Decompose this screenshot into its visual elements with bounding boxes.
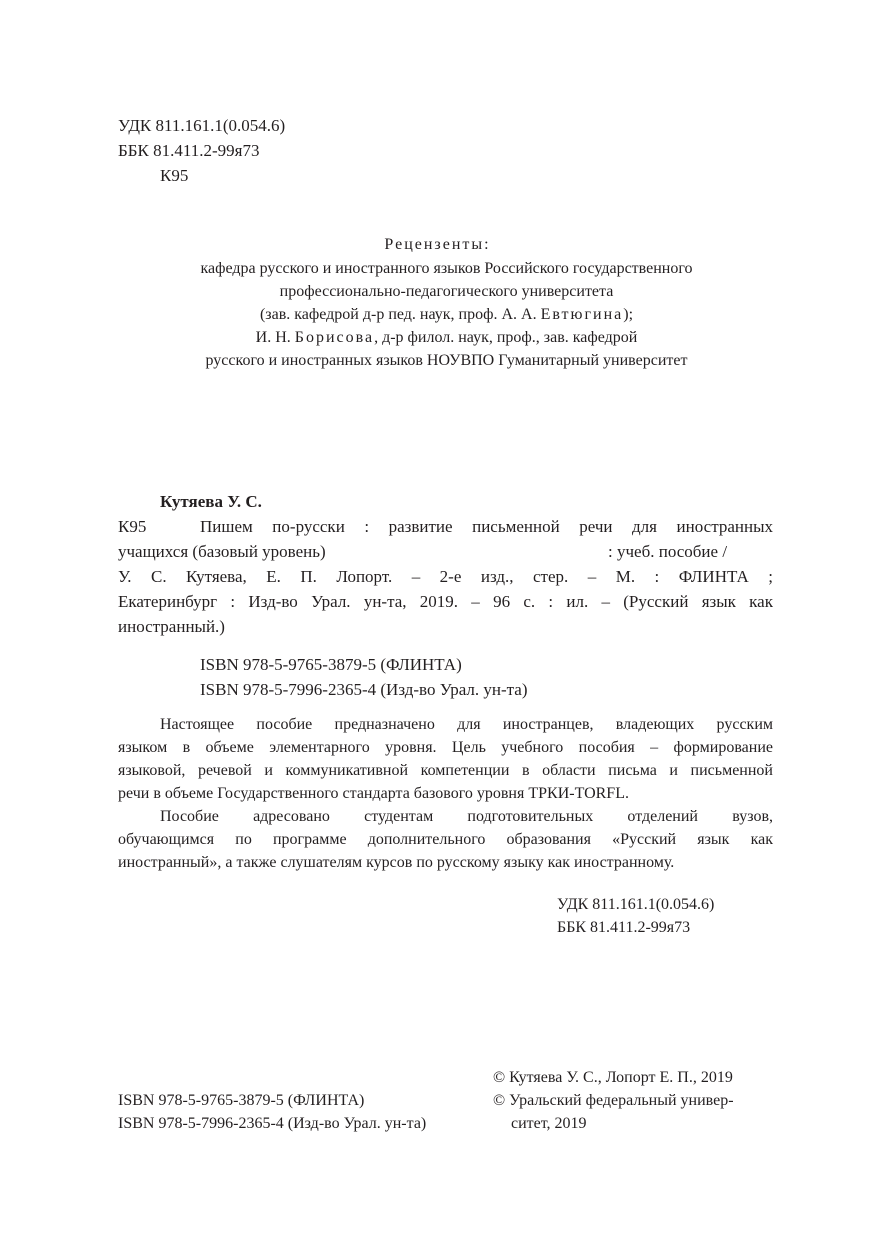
reviewers-title: Рецензенты:	[384, 236, 491, 253]
record-line-5: иностранный.)	[118, 617, 225, 636]
reviewers-line-4-pre: И. Н.	[255, 329, 295, 346]
reviewer-name-1: Евтюгина	[540, 306, 624, 323]
header-udk: УДК 811.161.1(0.054.6)	[118, 116, 286, 135]
header-bbk: ББК 81.411.2-99я73	[118, 141, 260, 160]
footer-isbn-1: ISBN 978-5-9765-3879-5 (ФЛИНТА)	[118, 1092, 365, 1109]
abstract-p1-line-1: Настоящее пособие предназначено для иностранцев, владеющих русским	[160, 716, 773, 733]
record-mark: К95	[118, 517, 147, 536]
footer-isbn-2: ISBN 978-5-7996-2365-4 (Изд-во Урал. ун-та)	[118, 1115, 427, 1132]
abstract-p2-line-3: иностранный», а также слушателям курсов по русскому языку как иностранному.	[118, 854, 675, 871]
reviewers-line-2: профессионально-педагогического университета	[279, 283, 614, 300]
classification-udk: УДК 811.161.1(0.054.6)	[557, 896, 715, 913]
header-author-mark: К95	[160, 166, 189, 185]
reviewers-line-4-post: , д-р филол. наук, проф., зав. кафедрой	[374, 329, 638, 346]
copyright-authors: © Кутяева У. С., Лопорт Е. П., 2019	[493, 1069, 733, 1086]
abstract-p2-line-2: обучающимся по программе дополнительного образования «Русский язык как	[118, 831, 773, 848]
reviewers-line-3-post: );	[623, 306, 634, 323]
record-isbn-1: ISBN 978-5-9765-3879-5 (ФЛИНТА)	[200, 655, 462, 674]
copyright-university-line-2: ситет, 2019	[511, 1115, 587, 1132]
reviewers-line-5: русского и иностранных языков НОУВПО Гуманитарный университет	[205, 352, 688, 369]
reviewers-line-3-pre: (зав. кафедрой д-р пед. наук, проф. А. А.	[259, 306, 541, 323]
reviewer-name-2: Борисова	[294, 329, 375, 346]
reviewers-line-1: кафедра русского и иностранного языков Российского государственного	[200, 260, 693, 277]
record-line-2b: : учеб. пособие /	[608, 542, 728, 561]
record-line-3: У. С. Кутяева, Е. П. Лопорт. – 2-е изд., стер. – М. : ФЛИНТА ;	[118, 567, 773, 586]
reviewers-line-3	[0, 303, 875, 326]
abstract-p2-line-1: Пособие адресовано студентам подготовительных отделений вузов,	[160, 808, 773, 825]
record-line-1: Пишем по-русски : развитие письменной речи для иностранных	[200, 517, 773, 536]
record-isbn-2: ISBN 978-5-7996-2365-4 (Изд-во Урал. ун-та)	[200, 680, 528, 699]
abstract-p1-line-4: речи в объеме Государственного стандарта базового уровня ТРКИ-TORFL.	[118, 785, 629, 802]
record-line-2a: учащихся (базовый уровень)	[118, 542, 326, 561]
classification-bbk: ББК 81.411.2-99я73	[557, 919, 691, 936]
abstract-p1-line-2: языком в объеме элементарного уровня. Цель учебного пособия – формирование	[118, 739, 773, 756]
abstract-p1-line-3: языковой, речевой и коммуникативной компетенции в области письма и письменной	[118, 762, 773, 779]
record-author: Кутяева У. С.	[160, 492, 262, 511]
reviewers-line-4	[0, 326, 875, 349]
record-line-4: Екатеринбург : Изд-во Урал. ун-та, 2019. – 96 с. : ил. – (Русский язык как	[118, 592, 773, 611]
copyright-university-line-1: © Уральский федеральный универ-	[493, 1092, 734, 1109]
